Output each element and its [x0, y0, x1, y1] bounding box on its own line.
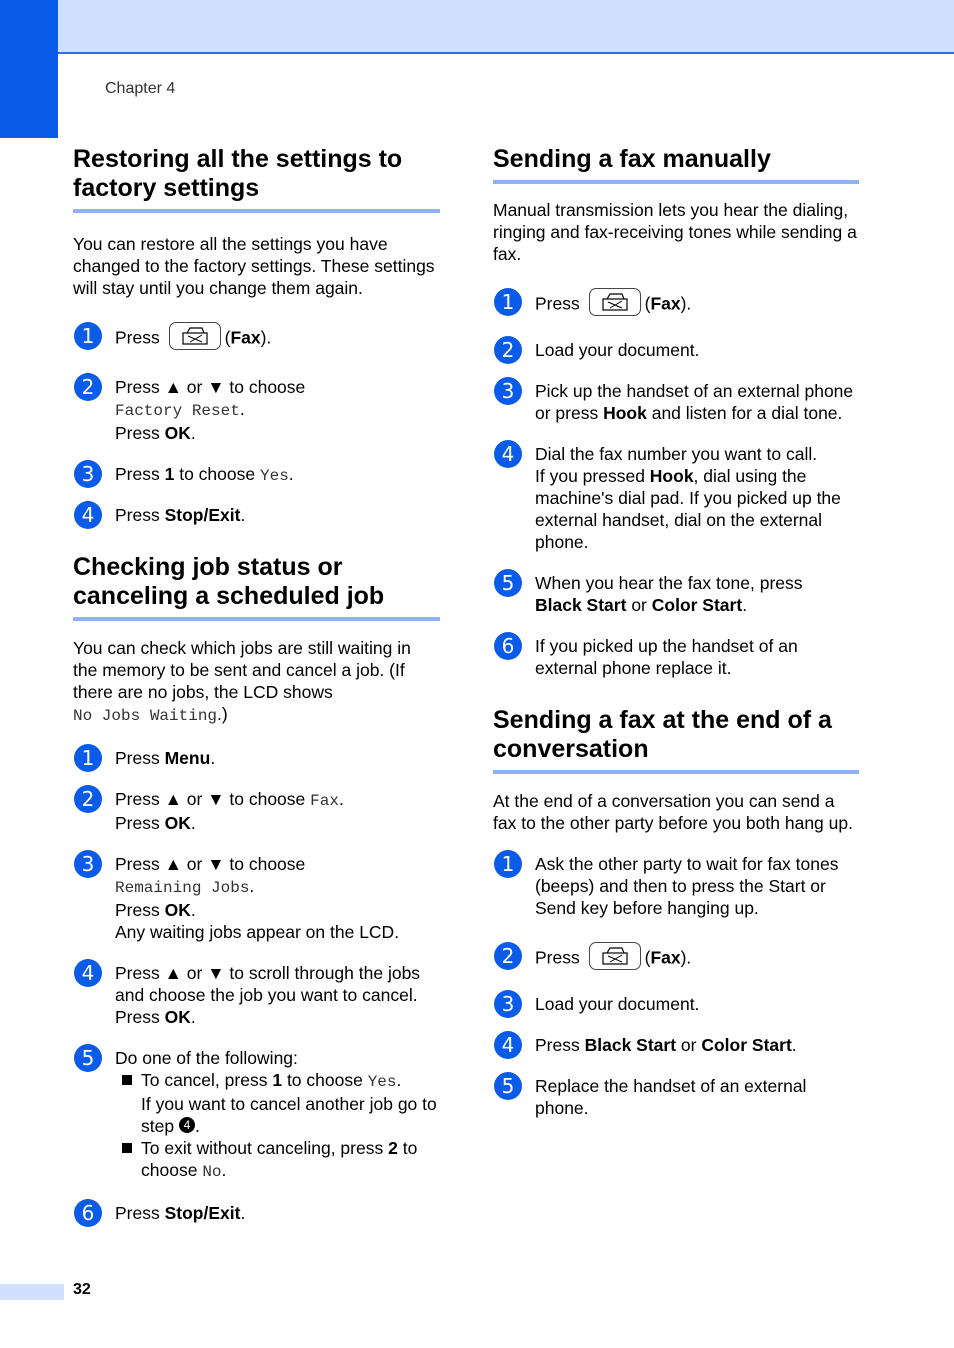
bullet-cancel	[115, 1069, 440, 1137]
restore-step-2	[73, 376, 440, 444]
step-text: To cancel, press	[141, 1070, 268, 1090]
step-text: Load your document.	[535, 994, 700, 1014]
dot: .	[240, 505, 246, 525]
chapter-tab	[0, 0, 58, 138]
dot: .	[239, 399, 245, 419]
step-text: Load your document.	[535, 340, 700, 360]
key-name: Color Start	[701, 1035, 792, 1055]
checking-step-3	[73, 853, 440, 943]
paren-close: ).	[680, 947, 692, 968]
step-text: Press	[115, 327, 160, 348]
key-name: Black Start	[535, 595, 627, 615]
dot: .	[190, 813, 196, 833]
step-number: 6	[494, 632, 522, 660]
step-number: 4	[494, 1031, 522, 1059]
lcd-text: No	[202, 1163, 222, 1181]
endconv-step-3	[493, 993, 859, 1015]
step-number: 2	[494, 942, 522, 970]
step-ref-icon: 4	[179, 1117, 195, 1133]
lcd-text: Yes	[259, 467, 289, 485]
key-name: 2	[388, 1138, 398, 1158]
manual-step-6	[493, 635, 859, 679]
right-column	[493, 145, 859, 1119]
manual-step-2	[493, 339, 859, 361]
step-number: 5	[74, 1044, 102, 1072]
endconv-step-5	[493, 1075, 859, 1119]
key-name: OK	[164, 813, 191, 833]
dot: .	[210, 748, 216, 768]
lcd-text: Remaining Jobs	[115, 879, 250, 897]
endconv-step-1	[493, 853, 859, 919]
lcd-text: No Jobs Waiting	[73, 707, 218, 725]
step-number: 1	[74, 744, 102, 772]
manual-step-5	[493, 572, 859, 616]
chapter-label: Chapter 4	[105, 80, 176, 97]
endconv-step-4	[493, 1034, 859, 1056]
step-number: 1	[74, 322, 102, 350]
step-text: To exit without canceling, press	[141, 1138, 384, 1158]
paren-close: ).	[260, 327, 272, 348]
checking-step-4	[73, 962, 440, 1028]
step-text: Press	[115, 505, 160, 525]
step-text: Press	[115, 748, 160, 768]
step-number: 1	[494, 850, 522, 878]
key-name: Fax	[650, 947, 681, 968]
step-text: Any waiting jobs appear on the LCD.	[115, 922, 400, 942]
restore-step-3	[73, 463, 440, 487]
step-text: If you want to cancel another job go to step	[141, 1094, 437, 1136]
step-text: and listen for a dial tone.	[651, 403, 843, 423]
step-text: Press	[535, 293, 580, 314]
endconv-intro: At the end of a conversation you can send a fax to the other party before you both hang up.	[493, 791, 853, 833]
step-text: If you pressed	[535, 466, 645, 486]
manual-step-4	[493, 443, 859, 553]
dot: .	[240, 1203, 246, 1223]
key-name: 1	[272, 1070, 283, 1090]
step-text: Press ▲ or ▼ to scroll through the jobs and choose the job you want to cancel.	[115, 963, 421, 1005]
step-text: Press	[115, 813, 160, 833]
step-text: to choose	[141, 1138, 418, 1180]
dot: .	[338, 789, 344, 809]
section-title-restore: Restoring all the settings to factory settings	[73, 145, 440, 213]
step-text: Press	[535, 1035, 580, 1055]
restore-step-1	[73, 325, 440, 353]
dot: .	[194, 1116, 200, 1136]
key-name: Fax	[650, 293, 681, 314]
key-name: Hook	[649, 466, 694, 486]
section-title-checking: Checking job status or canceling a scheduled job	[73, 553, 440, 621]
checking-step-6	[73, 1202, 440, 1224]
key-name: OK	[164, 423, 191, 443]
checking-intro	[73, 637, 440, 727]
key-name: Fax	[230, 327, 261, 348]
step-text: Press ▲ or ▼ to choose	[115, 377, 306, 397]
footer-bar	[0, 1284, 64, 1300]
step-number: 4	[494, 440, 522, 468]
step-number: 6	[74, 1199, 102, 1227]
bullet-square-icon	[122, 1075, 132, 1085]
lcd-text: Fax	[310, 792, 339, 810]
step-text: Press ▲ or ▼ to choose	[115, 789, 306, 809]
step-text: Press	[535, 947, 580, 968]
step-number: 5	[494, 569, 522, 597]
fax-key-icon	[589, 942, 641, 970]
step-text: to choose	[286, 1070, 363, 1090]
intro-end: .)	[217, 704, 228, 724]
manual-intro: Manual transmission lets you hear the dialing, ringing and fax-receiving tones while sending a fax.	[493, 200, 857, 264]
key-name: Menu	[164, 748, 211, 768]
header-bar	[58, 0, 954, 54]
manual-step-3	[493, 380, 859, 424]
dot: .	[190, 1007, 196, 1027]
step-number: 3	[74, 850, 102, 878]
step-text: Ask the other party to wait for fax tones (beeps) and then to press the Start or Send key before hanging up.	[535, 854, 839, 918]
dot: .	[396, 1070, 402, 1090]
fax-key-icon	[589, 288, 641, 316]
step-number: 3	[494, 377, 522, 405]
step-number: 4	[74, 959, 102, 987]
endconv-step-2	[493, 945, 859, 973]
step-text: Press	[115, 1007, 160, 1027]
dot: .	[190, 423, 196, 443]
step-text: Do one of the following:	[115, 1048, 298, 1068]
paren-close: ).	[680, 293, 692, 314]
key-name: 1	[164, 464, 175, 484]
paren-open: (	[224, 327, 231, 348]
step-text: or	[631, 595, 647, 615]
step-text: Press ▲ or ▼ to choose	[115, 854, 306, 874]
step-text: When you hear the fax tone, press	[535, 573, 803, 593]
step-text: Press	[115, 423, 160, 443]
step-number: 3	[74, 460, 102, 488]
key-name: Stop/Exit	[164, 1203, 241, 1223]
step-text: Dial the fax number you want to call.	[535, 444, 818, 464]
checking-step-5	[73, 1047, 440, 1183]
section-title-endconv: Sending a fax at the end of a conversation	[493, 706, 859, 774]
paren-open: (	[644, 947, 651, 968]
step-number: 4	[74, 501, 102, 529]
step-number: 3	[494, 990, 522, 1018]
step-text: or	[680, 1035, 697, 1055]
step-text: Replace the handset of an external phone.	[535, 1076, 807, 1118]
key-name: Hook	[603, 403, 647, 423]
bullet-exit	[115, 1137, 440, 1183]
dot: .	[190, 900, 196, 920]
dot: .	[288, 464, 294, 484]
key-name: OK	[164, 1007, 191, 1027]
fax-key-icon	[169, 322, 221, 350]
section-title-manual: Sending a fax manually	[493, 145, 859, 184]
key-name: OK	[164, 900, 191, 920]
step-number: 2	[74, 373, 102, 401]
dot: .	[249, 876, 255, 896]
step-text: Pick up the handset of an external phone or press	[535, 381, 854, 423]
step-number: 2	[74, 785, 102, 813]
intro-text: You can check which jobs are still waiting in the memory to be sent and cancel a job. (If there are no jobs, the LCD shows	[73, 638, 411, 702]
paren-open: (	[644, 293, 651, 314]
step-text: Press	[115, 464, 160, 484]
left-column	[73, 145, 440, 1224]
restore-step-4	[73, 504, 440, 526]
manual-step-1	[493, 291, 859, 319]
dot: .	[742, 595, 748, 615]
bullet-square-icon	[122, 1143, 132, 1153]
step-text: , dial using the machine's dial pad. If you picked up the external handset, dial on the external phone.	[535, 466, 841, 552]
checking-step-2	[73, 788, 440, 834]
dot: .	[791, 1035, 797, 1055]
step-number: 5	[494, 1072, 522, 1100]
restore-intro: You can restore all the settings you have changed to the factory settings. These settings will stay until you change them again.	[73, 234, 435, 298]
step-text: If you picked up the handset of an external phone replace it.	[535, 636, 798, 678]
page-number: 32	[73, 1281, 91, 1298]
lcd-text: Yes	[367, 1073, 397, 1091]
step-text: Press	[115, 1203, 160, 1223]
step-number: 1	[494, 288, 522, 316]
step-text: to choose	[179, 464, 256, 484]
key-name: Color Start	[651, 595, 743, 615]
dot: .	[221, 1160, 227, 1180]
lcd-text: Factory Reset	[115, 402, 240, 420]
key-name: Stop/Exit	[164, 505, 241, 525]
step-number: 2	[494, 336, 522, 364]
checking-step-1	[73, 747, 440, 769]
key-name: Black Start	[584, 1035, 677, 1055]
step-text: Press	[115, 900, 160, 920]
